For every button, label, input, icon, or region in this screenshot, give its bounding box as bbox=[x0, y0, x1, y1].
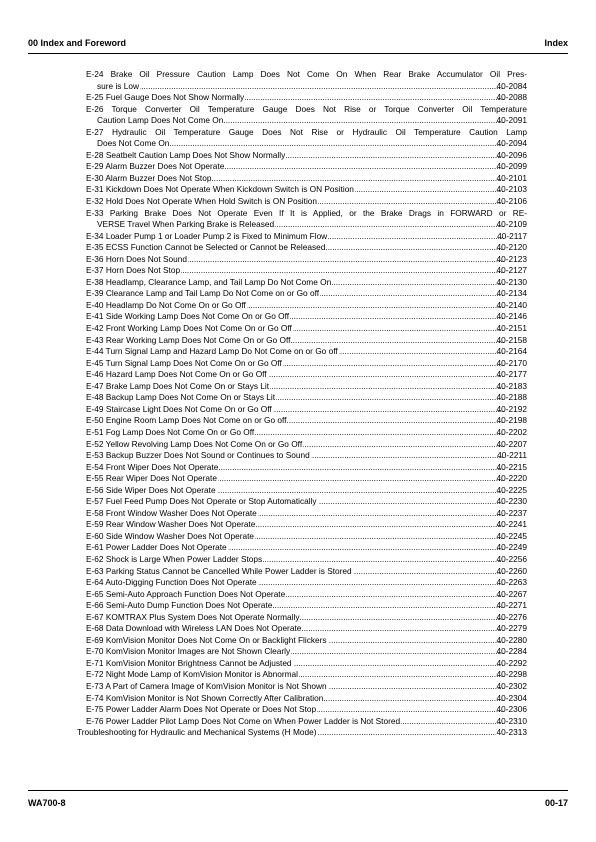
dot-leader bbox=[245, 92, 503, 104]
dot-leader bbox=[247, 300, 504, 312]
toc-entry[interactable] bbox=[75, 439, 527, 451]
dot-leader bbox=[255, 427, 503, 439]
dot-leader bbox=[291, 335, 503, 347]
toc-entry[interactable] bbox=[75, 415, 527, 427]
toc-entry-page-number: 40-2304 bbox=[496, 692, 527, 703]
toc-entry-line bbox=[86, 611, 527, 624]
toc-entry-page-number: 40-2140 bbox=[496, 299, 527, 310]
toc-entry-title: E-55 Rear Wiper Does Not Operate bbox=[86, 473, 217, 484]
toc-entry-page-number: 40-2215 bbox=[496, 461, 527, 472]
toc-entry-title-line: E-24 Brake Oil Pressure Caution Lamp Does Not Come On When Rear Brake Accumulator Oil Pres- bbox=[86, 69, 527, 79]
toc-entry[interactable] bbox=[75, 473, 527, 485]
toc-entry-page-number: 40-2225 bbox=[496, 484, 527, 495]
toc-entry-line bbox=[86, 542, 527, 554]
toc-entry-title: E-29 Alarm Buzzer Does Not Operate bbox=[86, 161, 225, 172]
toc-entry-page-number: 40-2084 bbox=[496, 80, 527, 91]
toc-entry-title: E-68 Data Download with Wireless LAN Does Not Operate bbox=[86, 623, 302, 634]
dot-leader bbox=[228, 542, 504, 554]
toc-entry-page-number: 40-2120 bbox=[496, 242, 527, 253]
dot-leader bbox=[355, 184, 504, 196]
dot-leader bbox=[188, 254, 504, 266]
toc-entry[interactable] bbox=[75, 369, 527, 381]
toc-entry[interactable] bbox=[75, 208, 527, 231]
toc-entry-line bbox=[86, 565, 527, 578]
toc-entry[interactable] bbox=[75, 254, 527, 266]
toc-entry-line bbox=[94, 115, 527, 127]
toc-entry-title: E-58 Front Window Washer Does Not Operate bbox=[86, 507, 257, 518]
toc-entry-page-number: 40-2256 bbox=[496, 553, 527, 564]
toc-entry-line bbox=[86, 657, 527, 670]
toc-entry-title: E-30 Alarm Buzzer Does Not Stop bbox=[86, 172, 212, 183]
dot-leader bbox=[219, 462, 503, 474]
toc-entry-line bbox=[86, 172, 527, 185]
toc-entry[interactable] bbox=[75, 646, 527, 658]
toc-entry-page-number: 40-2170 bbox=[496, 357, 527, 368]
toc-entry-title: Caution Lamp Does Not Come On bbox=[97, 115, 224, 126]
dot-leader bbox=[212, 173, 503, 185]
toc-entry-title: E-44 Turn Signal Lamp and Hazard Lamp Do Not Come on or Go off bbox=[86, 346, 338, 357]
toc-entry-title: E-47 Brake Lamp Does Not Come On or Stays Lit bbox=[86, 380, 270, 391]
dot-leader bbox=[317, 704, 503, 716]
toc-entry[interactable] bbox=[75, 231, 527, 243]
toc-entry[interactable] bbox=[75, 612, 527, 624]
toc-entry-page-number: 40-2130 bbox=[496, 276, 527, 287]
dot-leader bbox=[224, 115, 503, 127]
dot-leader bbox=[290, 311, 503, 323]
toc-entry-page-number: 40-2198 bbox=[496, 415, 527, 426]
dot-leader bbox=[286, 589, 503, 601]
toc-entry[interactable] bbox=[75, 323, 527, 335]
toc-entry[interactable] bbox=[75, 150, 527, 162]
toc-entry[interactable] bbox=[75, 704, 527, 716]
toc-entry-page-number: 40-2091 bbox=[496, 115, 527, 126]
dot-leader bbox=[293, 658, 504, 670]
toc-entry-line bbox=[86, 461, 527, 474]
toc-entry[interactable] bbox=[75, 716, 527, 728]
toc-entry-title: E-57 Fuel Feed Pump Does Not Operate or Stop Automatically bbox=[86, 496, 317, 507]
page-footer bbox=[28, 798, 568, 812]
toc-entry-page-number: 40-2151 bbox=[496, 323, 527, 334]
toc-entry[interactable] bbox=[75, 519, 527, 531]
toc-entry[interactable] bbox=[75, 635, 527, 647]
toc-entry[interactable] bbox=[75, 173, 527, 185]
toc-entry-line bbox=[86, 403, 527, 416]
dot-leader bbox=[286, 150, 503, 162]
header-section-title: 00 Index and Foreword bbox=[28, 38, 127, 48]
toc-entry-line bbox=[86, 392, 527, 404]
toc-entry-title: E-75 Power Ladder Alarm Does Not Operate or Does Not Stop bbox=[86, 704, 317, 715]
toc-entry-title-line: E-27 Hydraulic Oil Temperature Gauge Does Not Rise or Hydraulic Oil Temperature Caution Lamp bbox=[86, 126, 527, 137]
toc-entry-title: E-67 KOMTRAX Plus System Does Not Operate Normally bbox=[86, 611, 300, 622]
toc-entry-line bbox=[86, 680, 527, 693]
toc-entry[interactable] bbox=[75, 277, 527, 289]
dot-leader bbox=[258, 508, 504, 520]
toc-entry[interactable] bbox=[75, 508, 527, 520]
toc-entry-line bbox=[94, 138, 527, 150]
toc-entry-line bbox=[86, 450, 527, 462]
toc-entry-page-number: 40-2280 bbox=[496, 634, 527, 645]
toc-entry-title: E-74 KomVision Monitor is Not Shown Correctly After Calibration bbox=[86, 692, 324, 703]
toc-entry[interactable] bbox=[75, 265, 527, 277]
toc-entry-title: E-76 Power Ladder Pilot Lamp Does Not Come on When Power Ladder is Not Stored bbox=[86, 715, 401, 726]
toc-entry-line bbox=[86, 704, 527, 716]
toc-entry[interactable] bbox=[75, 531, 527, 543]
toc-entry-page-number: 40-2276 bbox=[496, 611, 527, 622]
toc-entry-line bbox=[86, 415, 527, 427]
toc-entry[interactable] bbox=[75, 346, 527, 358]
toc-entry-page-number: 40-2177 bbox=[496, 369, 527, 380]
toc-entry-page-number: 40-2188 bbox=[496, 392, 527, 403]
dot-leader bbox=[217, 485, 504, 497]
toc-entry-title: E-46 Hazard Lamp Does Not Come On or Go Off bbox=[86, 369, 267, 380]
toc-entry[interactable] bbox=[75, 196, 527, 208]
dot-leader bbox=[283, 358, 504, 370]
toc-entry-title: E-31 Kickdown Does Not Operate When Kickdown Switch is ON Position bbox=[86, 184, 354, 195]
toc-entry-page-number: 40-2103 bbox=[496, 184, 527, 195]
toc-entry[interactable] bbox=[75, 300, 527, 312]
toc-entry-page-number: 40-2096 bbox=[496, 149, 527, 160]
toc-entry-title: E-63 Parking Status Cannot be Cancelled While Power Ladder is Stored bbox=[86, 565, 352, 576]
toc-entry-line bbox=[86, 334, 527, 347]
toc-entry[interactable] bbox=[75, 288, 527, 300]
toc-entry-page-number: 40-2109 bbox=[496, 219, 527, 230]
dot-leader bbox=[273, 404, 504, 416]
dot-leader bbox=[324, 693, 503, 705]
dot-leader bbox=[140, 81, 504, 93]
toc-entry-title: E-34 Loader Pump 1 or Loader Pump 2 is Fixed to Minimum Flow bbox=[86, 230, 328, 241]
toc-entry-page-number: 40-2292 bbox=[496, 657, 527, 668]
toc-entry[interactable] bbox=[75, 485, 527, 497]
toc-entry-title: E-65 Semi-Auto Approach Function Does Not Operate bbox=[86, 588, 286, 599]
footer-divider bbox=[28, 790, 568, 791]
toc-entry-title: E-38 Headlamp, Clearance Lamp, and Tail Lamp Do Not Come On bbox=[86, 276, 332, 287]
toc-entry-page-number: 40-2279 bbox=[496, 623, 527, 634]
toc-entry-line bbox=[86, 92, 527, 104]
toc-entry-line bbox=[86, 357, 527, 370]
dot-leader bbox=[332, 277, 503, 289]
dot-leader bbox=[263, 554, 503, 566]
toc-entry-line bbox=[86, 577, 527, 589]
toc-entry-title: E-39 Clearance Lamp and Tail Lamp Do Not Come on or Go off bbox=[86, 288, 320, 299]
toc-entry[interactable] bbox=[75, 496, 527, 508]
toc-entry[interactable] bbox=[75, 184, 527, 196]
toc-entry-page-number: 40-2306 bbox=[496, 704, 527, 715]
toc-entry[interactable] bbox=[75, 161, 527, 173]
toc-entry-title: E-35 ECSS Function Cannot be Selected or Cannot be Released bbox=[86, 242, 326, 253]
toc-entry-line bbox=[86, 288, 527, 300]
toc-entry-page-number: 40-2192 bbox=[496, 403, 527, 414]
toc-entry-line bbox=[86, 323, 527, 335]
toc-entry-page-number: 40-2099 bbox=[496, 161, 527, 172]
toc-entry-line bbox=[86, 438, 527, 451]
toc-entry-page-number: 40-2230 bbox=[496, 496, 527, 507]
toc-entry-line bbox=[86, 196, 527, 208]
toc-entry-line bbox=[86, 230, 527, 243]
toc-entry[interactable] bbox=[75, 92, 527, 104]
toc-entry-line bbox=[86, 149, 527, 162]
toc-entry-line bbox=[86, 380, 527, 393]
dot-leader bbox=[300, 612, 503, 624]
toc-entry-line bbox=[86, 276, 527, 289]
dot-leader bbox=[291, 646, 503, 658]
toc-entry-page-number: 40-2220 bbox=[496, 473, 527, 484]
toc-entry-title: E-56 Side Wiper Does Not Operate bbox=[86, 484, 216, 495]
toc-entry-title: E-72 Night Mode Lamp of KomVision Monitor is Abnormal bbox=[86, 669, 298, 680]
toc-entry-title: E-40 Headlamp Do Not Come On or Go Off bbox=[86, 299, 246, 310]
dot-leader bbox=[287, 415, 503, 427]
toc-entry-line bbox=[86, 426, 527, 439]
toc-entry[interactable] bbox=[75, 577, 527, 589]
toc-entry-title: E-51 Fog Lamp Does Not Come On or Go Off bbox=[86, 426, 255, 437]
footer-page-number: 00-17 bbox=[544, 798, 568, 808]
toc-entry-page-number: 40-2310 bbox=[496, 715, 527, 726]
table-of-contents bbox=[75, 69, 527, 739]
toc-entry-page-number: 40-2158 bbox=[496, 334, 527, 345]
toc-entry-page-number: 40-2298 bbox=[496, 669, 527, 680]
toc-entry-line bbox=[86, 299, 527, 312]
dot-leader bbox=[268, 369, 504, 381]
toc-entry-line bbox=[94, 219, 527, 231]
toc-entry-page-number: 40-2267 bbox=[496, 588, 527, 599]
toc-entry-title: E-37 Horn Does Not Stop bbox=[86, 265, 181, 276]
toc-entry-page-number: 40-2134 bbox=[496, 288, 527, 299]
toc-entry[interactable] bbox=[75, 311, 527, 323]
dot-leader bbox=[258, 577, 504, 589]
toc-entry-title: E-52 Yellow Revolving Lamp Does Not Come On or Go Off bbox=[86, 438, 303, 449]
toc-entry-page-number: 40-2284 bbox=[496, 646, 527, 657]
dot-leader bbox=[317, 727, 495, 739]
toc-entry-page-number: 40-2271 bbox=[496, 600, 527, 611]
toc-entry-title: E-60 Side Window Washer Does Not Operate bbox=[86, 530, 255, 541]
toc-entry[interactable] bbox=[75, 404, 527, 416]
footer-model-number: WA700-8 bbox=[28, 798, 66, 808]
toc-entry-page-number: 40-2245 bbox=[496, 530, 527, 541]
toc-entry-line bbox=[86, 646, 527, 658]
toc-entry-line bbox=[86, 253, 527, 266]
toc-entry-page-number: 40-2164 bbox=[496, 346, 527, 357]
dot-leader bbox=[303, 439, 503, 451]
toc-entry-line bbox=[86, 265, 527, 277]
toc-entry[interactable] bbox=[75, 335, 527, 347]
toc-entry[interactable] bbox=[75, 104, 527, 127]
toc-entry-page-number: 40-2313 bbox=[496, 727, 527, 738]
toc-entry-page-number: 40-2106 bbox=[496, 196, 527, 207]
toc-entry-title: E-48 Backup Lamp Does Not Come On or Stays Lit bbox=[86, 392, 276, 403]
toc-entry-title: E-28 Seatbelt Caution Lamp Does Not Show Normally bbox=[86, 149, 286, 160]
dot-leader bbox=[299, 669, 504, 681]
toc-entry-page-number: 40-2202 bbox=[496, 426, 527, 437]
toc-entry-line bbox=[86, 507, 527, 520]
toc-entry[interactable] bbox=[75, 623, 527, 635]
toc-entry-line bbox=[86, 715, 527, 728]
toc-entry-title: E-54 Front Wiper Does Not Operate bbox=[86, 461, 219, 472]
toc-entry-page-number: 40-2249 bbox=[496, 542, 527, 553]
toc-entry-page-number: 40-2211 bbox=[497, 450, 527, 461]
dot-leader bbox=[275, 219, 503, 231]
toc-entry-page-number: 40-2123 bbox=[496, 253, 527, 264]
toc-entry-title: E-50 Engine Room Lamp Does Not Come on or Go off bbox=[86, 415, 287, 426]
toc-entry-line bbox=[86, 184, 527, 196]
toc-entry-title: E-71 KomVision Monitor Brightness Cannot be Adjusted bbox=[86, 657, 292, 668]
toc-entry-title-line: E-33 Parking Brake Does Not Operate Even If It is Applied, or the Brake Drags in FORWARD or RE- bbox=[86, 207, 527, 218]
toc-entry[interactable] bbox=[75, 462, 527, 474]
dot-leader bbox=[218, 473, 504, 485]
toc-entry-line bbox=[86, 473, 527, 485]
dot-leader bbox=[401, 716, 503, 728]
toc-entry-line bbox=[86, 600, 527, 612]
toc-entry-line bbox=[86, 161, 527, 173]
toc-entry[interactable] bbox=[75, 658, 527, 670]
toc-entry-title: E-73 A Part of Camera Image of KomVision Monitor is Not Shown bbox=[86, 680, 327, 691]
toc-entry-line bbox=[86, 692, 527, 705]
toc-entry-line bbox=[86, 311, 527, 323]
toc-entry[interactable] bbox=[75, 127, 527, 150]
toc-entry[interactable] bbox=[75, 392, 527, 404]
toc-entry-page-number: 40-2117 bbox=[497, 230, 527, 241]
dot-leader bbox=[302, 623, 503, 635]
dot-leader bbox=[255, 531, 504, 543]
toc-entry-line bbox=[86, 588, 527, 601]
toc-entry[interactable] bbox=[75, 69, 527, 92]
toc-entry-page-number: 40-2101 bbox=[496, 172, 527, 183]
toc-entry-line bbox=[94, 81, 527, 93]
toc-entry-page-number: 40-2146 bbox=[496, 311, 527, 322]
dot-leader bbox=[326, 242, 503, 254]
toc-entry-title: E-64 Auto-Digging Function Does Not Operate bbox=[86, 577, 257, 588]
toc-entry-title: E-43 Rear Working Lamp Does Not Come On or Go Off bbox=[86, 334, 291, 345]
dot-leader bbox=[353, 566, 504, 578]
toc-entry-line bbox=[86, 369, 527, 381]
page-header bbox=[28, 38, 568, 52]
toc-entry-title: E-41 Side Working Lamp Does Not Come On or Go Off bbox=[86, 311, 290, 322]
toc-entry[interactable] bbox=[75, 450, 527, 462]
toc-entry-title: E-69 KomVision Monitor Does Not Come On or Backlight Flickers bbox=[86, 634, 327, 645]
toc-entry[interactable] bbox=[75, 669, 527, 681]
toc-entry-page-number: 40-2263 bbox=[496, 577, 527, 588]
toc-entry-title: E-66 Semi-Auto Dump Function Does Not Operate bbox=[86, 600, 273, 611]
toc-entry-line bbox=[86, 496, 527, 508]
toc-entry-page-number: 40-2237 bbox=[496, 507, 527, 518]
toc-entry-title: Does Not Come On bbox=[97, 138, 170, 149]
toc-entry[interactable] bbox=[75, 358, 527, 370]
toc-entry[interactable] bbox=[75, 542, 527, 554]
toc-entry[interactable] bbox=[75, 427, 527, 439]
header-index-label: Index bbox=[544, 38, 568, 48]
dot-leader bbox=[225, 161, 503, 173]
toc-entry-title: Troubleshooting for Hydraulic and Mechanical Systems (H Mode) bbox=[77, 727, 317, 738]
dot-leader bbox=[293, 323, 504, 335]
dot-leader bbox=[328, 231, 504, 243]
toc-entry[interactable] bbox=[75, 381, 527, 393]
toc-entry[interactable] bbox=[75, 242, 527, 254]
toc-entry-page-number: 40-2183 bbox=[496, 380, 527, 391]
toc-entry-title: E-62 Shock is Large When Power Ladder Stops bbox=[86, 553, 263, 564]
dot-leader bbox=[170, 138, 503, 150]
toc-entry-title: E-42 Front Working Lamp Does Not Come On or Go Off bbox=[86, 323, 292, 334]
toc-entry-line bbox=[77, 727, 527, 739]
toc-entry-page-number: 40-2241 bbox=[496, 519, 527, 530]
toc-entry-title: E-53 Backup Buzzer Does Not Sound or Continues to Sound bbox=[86, 450, 310, 461]
toc-entry-page-number: 40-2127 bbox=[496, 265, 527, 276]
toc-entry[interactable] bbox=[75, 566, 527, 578]
toc-entry-page-number: 40-2260 bbox=[496, 565, 527, 576]
toc-entry-line bbox=[86, 669, 527, 681]
toc-entry-page-number: 40-2094 bbox=[496, 138, 527, 149]
dot-leader bbox=[328, 681, 504, 693]
toc-entry[interactable] bbox=[75, 727, 527, 739]
header-divider bbox=[28, 53, 568, 54]
dot-leader bbox=[339, 346, 504, 358]
toc-entry-title: VERSE Travel When Parking Brake is Released bbox=[97, 219, 275, 230]
toc-entry-line bbox=[86, 346, 527, 358]
toc-entry-title: E-36 Horn Does Not Sound bbox=[86, 253, 188, 264]
toc-entry[interactable] bbox=[75, 589, 527, 601]
dot-leader bbox=[311, 450, 504, 462]
toc-entry-title: E-25 Fuel Gauge Does Not Show Normally bbox=[86, 92, 245, 103]
toc-entry-title: sure is Low bbox=[97, 80, 139, 91]
toc-entry-line bbox=[86, 484, 527, 497]
dot-leader bbox=[276, 392, 503, 404]
dot-leader bbox=[318, 496, 504, 508]
toc-entry-line bbox=[86, 634, 527, 647]
toc-entry-page-number: 40-2207 bbox=[496, 438, 527, 449]
dot-leader bbox=[181, 265, 503, 277]
dot-leader bbox=[320, 288, 503, 300]
toc-entry-line bbox=[86, 623, 527, 635]
toc-entry-title-line: E-26 Torque Converter Oil Temperature Gauge Does Not Rise or Torque Converter Oil Temperature bbox=[86, 103, 527, 114]
toc-entry[interactable] bbox=[75, 681, 527, 693]
dot-leader bbox=[328, 635, 504, 647]
dot-leader bbox=[270, 381, 503, 393]
toc-entry-line bbox=[86, 519, 527, 531]
toc-entry[interactable] bbox=[75, 693, 527, 705]
toc-entry-title: E-45 Turn Signal Lamp Does Not Come On or Go Off bbox=[86, 357, 282, 368]
toc-entry[interactable] bbox=[75, 600, 527, 612]
dot-leader bbox=[273, 600, 503, 612]
toc-entry-page-number: 40-2088 bbox=[496, 92, 527, 103]
toc-entry-title: E-59 Rear Window Washer Does Not Operate bbox=[86, 519, 256, 530]
toc-entry-line bbox=[86, 242, 527, 254]
toc-entry-line bbox=[86, 553, 527, 566]
toc-entry[interactable] bbox=[75, 554, 527, 566]
toc-entry-title: E-32 Hold Does Not Operate When Hold Switch is ON Position bbox=[86, 196, 318, 207]
toc-entry-title: E-61 Power Ladder Does Not Operate bbox=[86, 542, 227, 553]
dot-leader bbox=[256, 519, 503, 531]
toc-entry-page-number: 40-2302 bbox=[496, 680, 527, 691]
toc-entry-line bbox=[86, 530, 527, 543]
toc-entry-title: E-49 Staircase Light Does Not Come On or Go Off bbox=[86, 403, 272, 414]
toc-entry-title: E-70 KomVision Monitor Images are Not Shown Clearly bbox=[86, 646, 291, 657]
dot-leader bbox=[318, 196, 504, 208]
